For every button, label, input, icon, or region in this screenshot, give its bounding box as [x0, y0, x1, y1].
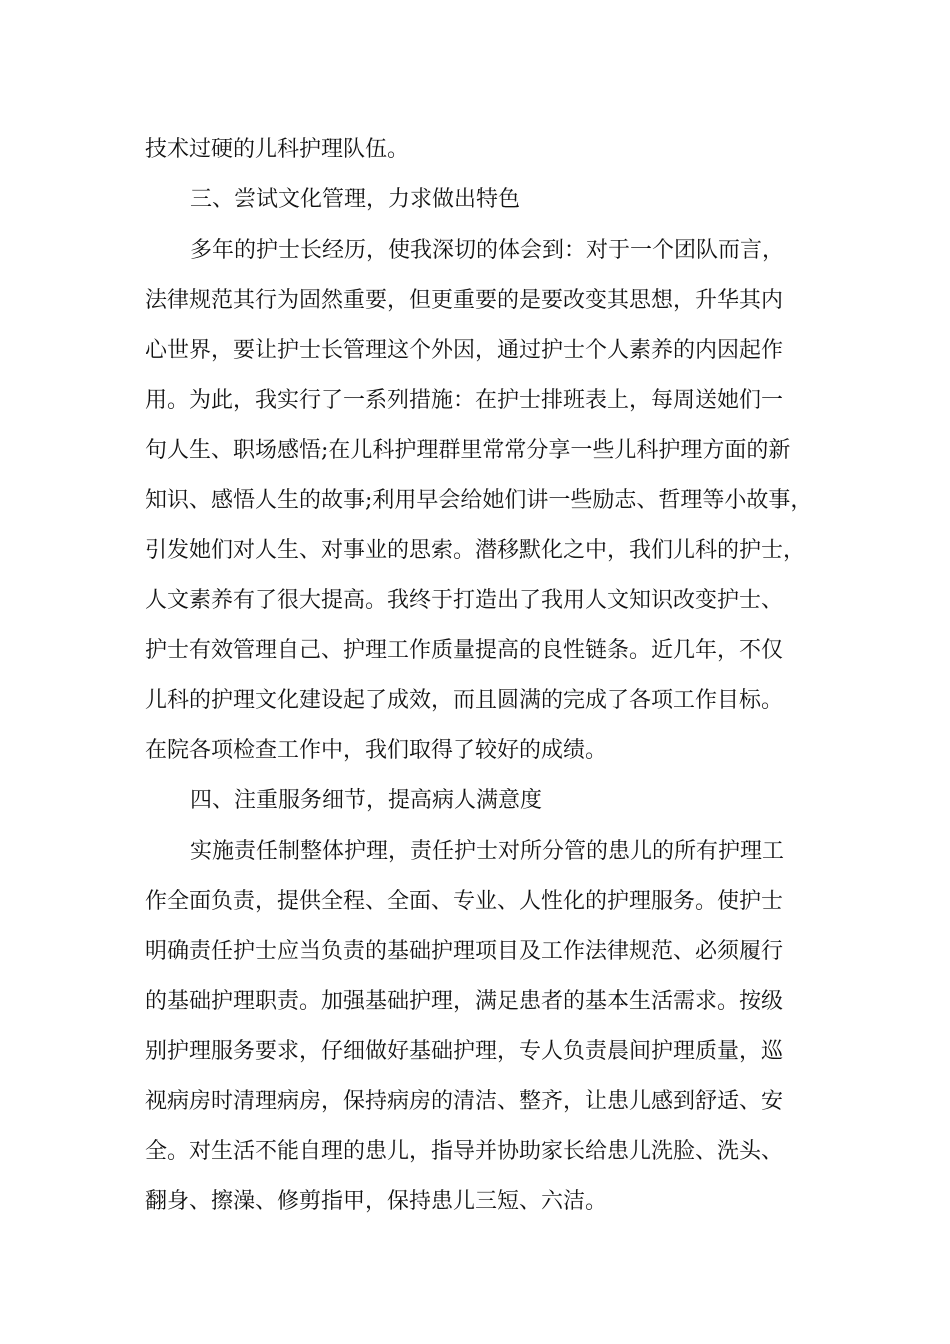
paragraph-line: 实施责任制整体护理，责任护士对所分管的患儿的所有护理工: [190, 839, 785, 864]
paragraph-line: 全。对生活不能自理的患儿，指导并协助家长给患儿洗脸、洗头、: [145, 1139, 784, 1164]
paragraph-line: 知识、感悟人生的故事;利用早会给她们讲一些励志、哲理等小故事，: [145, 488, 813, 513]
paragraph-line: 句人生、职场感悟;在儿科护理群里常常分享一些儿科护理方面的新: [145, 438, 791, 463]
paragraph-line: 法律规范其行为固然重要，但更重要的是要改变其思想，升华其内: [145, 288, 784, 313]
paragraph-line: 人文素养有了很大提高。我终于打造出了我用人文知识改变护士、: [145, 588, 784, 613]
paragraph-line: 视病房时清理病房，保持病房的清洁、整齐，让患儿感到舒适、安: [145, 1089, 784, 1114]
section-heading: 三、尝试文化管理，力求做出特色: [190, 187, 521, 212]
paragraph-line: 心世界，要让护士长管理这个外因，通过护士个人素养的内因起作: [145, 338, 784, 363]
paragraph-line: 翻身、擦澡、修剪指甲，保持患儿三短、六洁。: [145, 1189, 608, 1214]
paragraph-line: 儿科的护理文化建设起了成效，而且圆满的完成了各项工作目标。: [145, 688, 784, 713]
paragraph-line: 引发她们对人生、对事业的思索。潜移默化之中，我们儿科的护士，: [145, 538, 806, 563]
paragraph-line: 的基础护理职责。加强基础护理，满足患者的基本生活需求。按级: [145, 989, 784, 1014]
paragraph-line: 多年的护士长经历，使我深切的体会到：对于一个团队而言，: [190, 238, 785, 263]
paragraph-line: 技术过硬的儿科护理队伍。: [145, 137, 410, 162]
paragraph-line: 护士有效管理自己、护理工作质量提高的良性链条。近几年，不仅: [145, 638, 784, 663]
paragraph-line: 明确责任护士应当负责的基础护理项目及工作法律规范、必须履行: [145, 939, 784, 964]
paragraph-line: 在院各项检查工作中，我们取得了较好的成绩。: [145, 738, 608, 763]
paragraph-line: 作全面负责，提供全程、全面、专业、人性化的护理服务。使护士: [145, 889, 784, 914]
section-heading: 四、注重服务细节，提高病人满意度: [190, 788, 543, 813]
paragraph-line: 用。为此，我实行了一系列措施：在护士排班表上，每周送她们一: [145, 388, 784, 413]
paragraph-line: 别护理服务要求，仔细做好基础护理，专人负责晨间护理质量，巡: [145, 1039, 784, 1064]
